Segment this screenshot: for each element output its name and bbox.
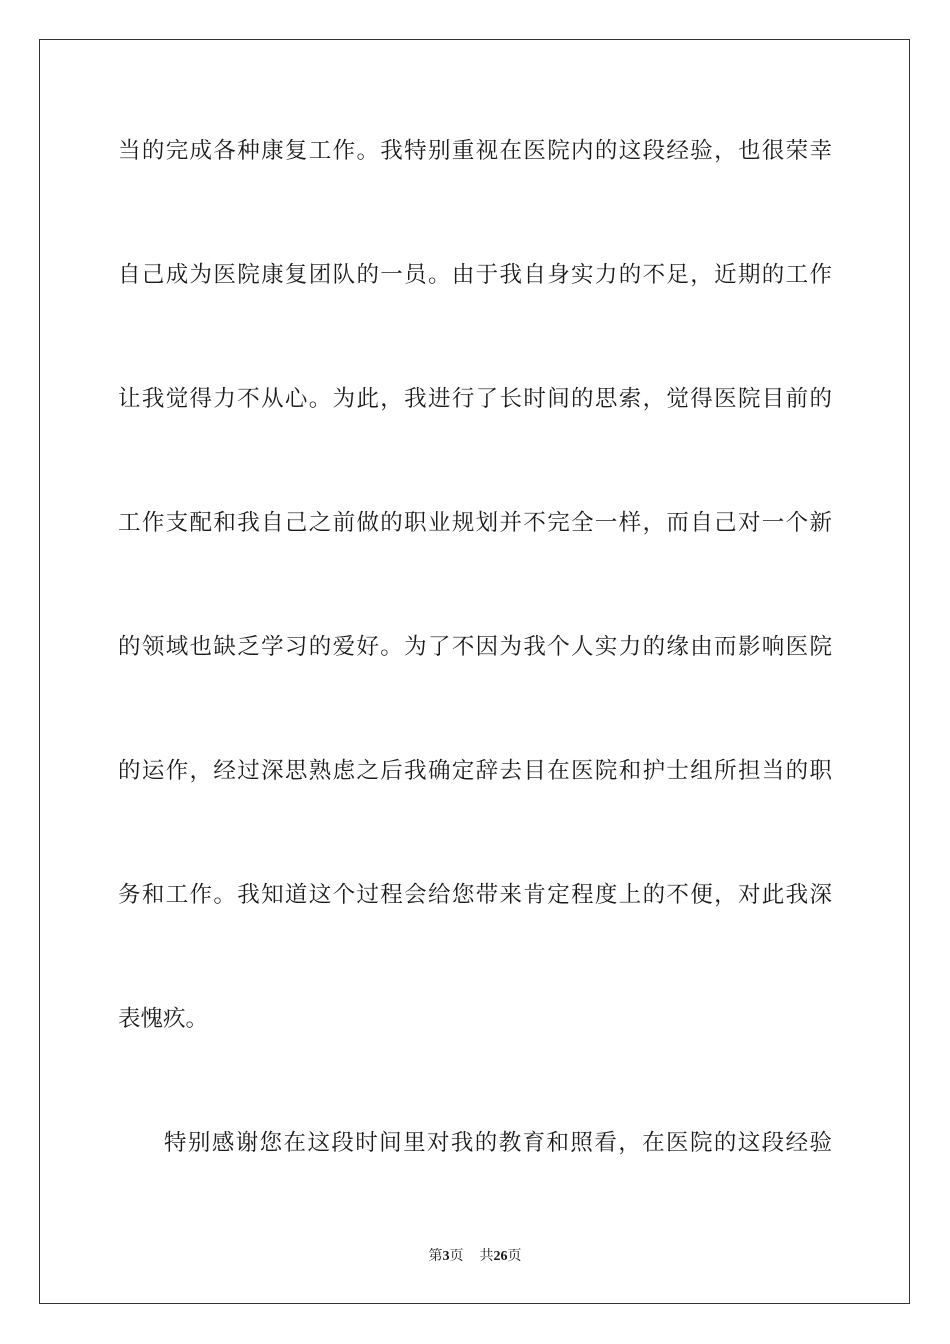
total-suffix: 页 bbox=[507, 1249, 522, 1264]
body-line-4: 工作支配和我自己之前做的职业规划并不完全一样，而自己对一个新 bbox=[118, 510, 832, 536]
body-line-1: 当的完成各种康复工作。我特别重视在医院内的这段经验，也很荣幸 bbox=[118, 138, 832, 164]
body-line-8: 表愧疚。 bbox=[118, 1006, 209, 1032]
body-line-7: 务和工作。我知道这个过程会给您带来肯定程度上的不便，对此我深 bbox=[118, 882, 832, 908]
page-footer bbox=[0, 1248, 950, 1266]
body-line-2: 自己成为医院康复团队的一员。由于我自身实力的不足，近期的工作 bbox=[118, 262, 832, 288]
page-border bbox=[39, 39, 910, 1304]
total-prefix: 共 bbox=[479, 1249, 494, 1264]
current-page-number: 3 bbox=[442, 1249, 450, 1264]
paragraph-start-line: 特别感谢您在这段时间里对我的教育和照看，在医院的这段经验 bbox=[164, 1130, 832, 1156]
total-page-number: 26 bbox=[493, 1249, 508, 1264]
body-line-5: 的领域也缺乏学习的爱好。为了不因为我个人实力的缘由而影响医院 bbox=[118, 634, 832, 660]
page-suffix: 页 bbox=[449, 1249, 464, 1264]
body-line-3: 让我觉得力不从心。为此，我进行了长时间的思索，觉得医院目前的 bbox=[118, 386, 832, 412]
body-line-6: 的运作，经过深思熟虑之后我确定辞去目在医院和护士组所担当的职 bbox=[118, 758, 832, 784]
page-prefix: 第 bbox=[428, 1249, 443, 1264]
